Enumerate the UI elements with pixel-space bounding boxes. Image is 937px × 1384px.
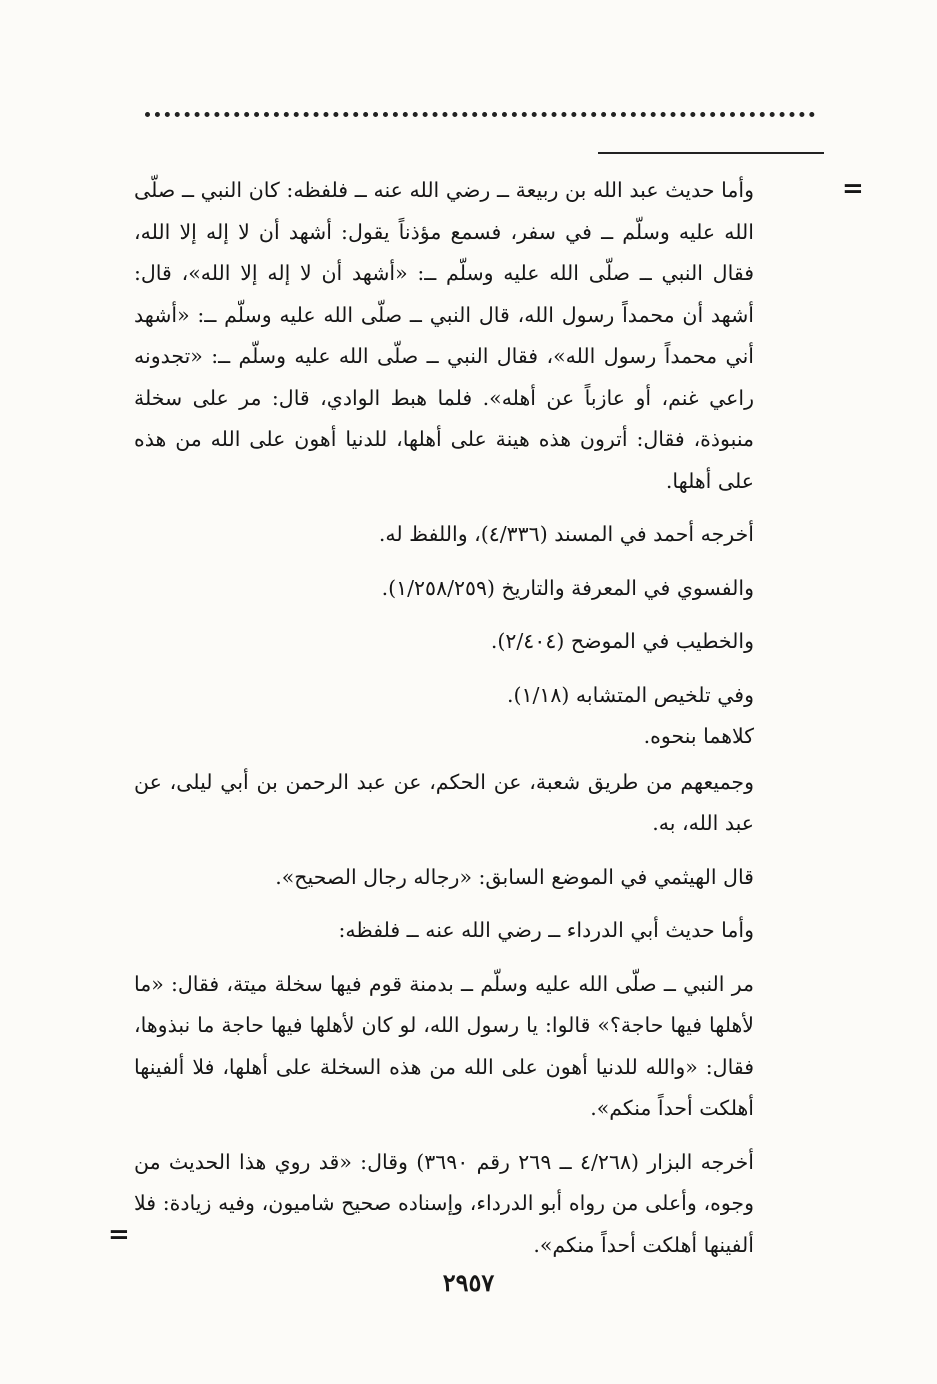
page-number: ٢٩٥٧: [442, 1268, 495, 1297]
paragraph-hadith-ibn-rabia: وأما حديث عبد الله بن ربيعة ــ رضي الله عنه ــ فلفظه: كان النبي ــ صلّى الله عليه وسلّم ــ في سفر، فسمع مؤذناً يقول: أشهد أن لا إله إلا الله، فقال النبي ــ صلّى الله عليه وسلّم ــ: «أشهد أن لا إله إلا الله»، قال: أشهد أن محمداً رسول الله، قال النبي ــ صلّى الله عليه وسلّم ــ: «أشهد أني محمداً رسول الله»، فقال النبي ــ صلّى الله عليه وسلّم ــ: «تجدونه راعي غنم، أو عازباً عن أهله». فلما هبط الوادي، قال: مر على سخلة منبوذة، فقال: أترون هذه هينة على أهلها، للدنيا أهون على الله من هذه على أهلها.: [134, 178, 754, 493]
paragraph-abu-darda-text: مر النبي ــ صلّى الله عليه وسلّم ــ بدمنة قوم فيها سخلة ميتة، فقال: «ما لأهلها فيها حاجة؟» قالوا: يا رسول الله، لو كان لأهلها فيها حاجة ما نبذوها، فقال: «والله للدنيا أهون على الله من هذه السخلة على أهلها، فلا ألفينها أهلكت أحداً منكم».: [134, 971, 754, 1120]
paragraph-takhrij-fasawi: والفسوي في المعرفة والتاريخ (١/٢٥٨/٢٥٩).: [381, 575, 754, 600]
margin-mark-left: =: [108, 1220, 130, 1250]
paragraph-takhrij-bazzar: أخرجه البزار (٤/٢٦٨ ــ ٢٦٩ رقم ٣٦٩٠) وقال: «قد روي هذا الحديث من وجوه، وأعلى من رواه أبو الدرداء، وإسناده صحيح شاميون، وفيه زيادة: فلا ألفينها أهلكت أحداً منكم».: [134, 1149, 754, 1257]
section-rule: [598, 152, 824, 154]
paragraph-takhrij-khatib: والخطيب في الموضح (٢/٤٠٤).: [490, 629, 754, 653]
paragraph-chain: وجميعهم من طريق شعبة، عن الحكم، عن عبد الرحمن بن أبي ليلى، عن عبد الله، به.: [134, 769, 754, 835]
paragraph-abu-darda-intro: وأما حديث أبي الدرداء ــ رضي الله عنه ــ فلفظه:: [338, 918, 754, 942]
paragraph-haythami: قال الهيثمي في الموضع السابق: «رجاله رجال الصحيح».: [275, 864, 754, 889]
paragraph-both-similar: كلاهما بنحوه.: [643, 724, 754, 748]
dotted-separator: [145, 112, 815, 127]
margin-mark-right: =: [842, 174, 864, 204]
body-text: [134, 170, 754, 1266]
paragraph-takhrij-ahmad: أخرجه أحمد في المسند (٤/٣٣٦)، واللفظ له.: [378, 522, 754, 546]
paragraph-takhrij-talkhis: وفي تلخيص المتشابه (١/١٨).: [506, 682, 754, 707]
